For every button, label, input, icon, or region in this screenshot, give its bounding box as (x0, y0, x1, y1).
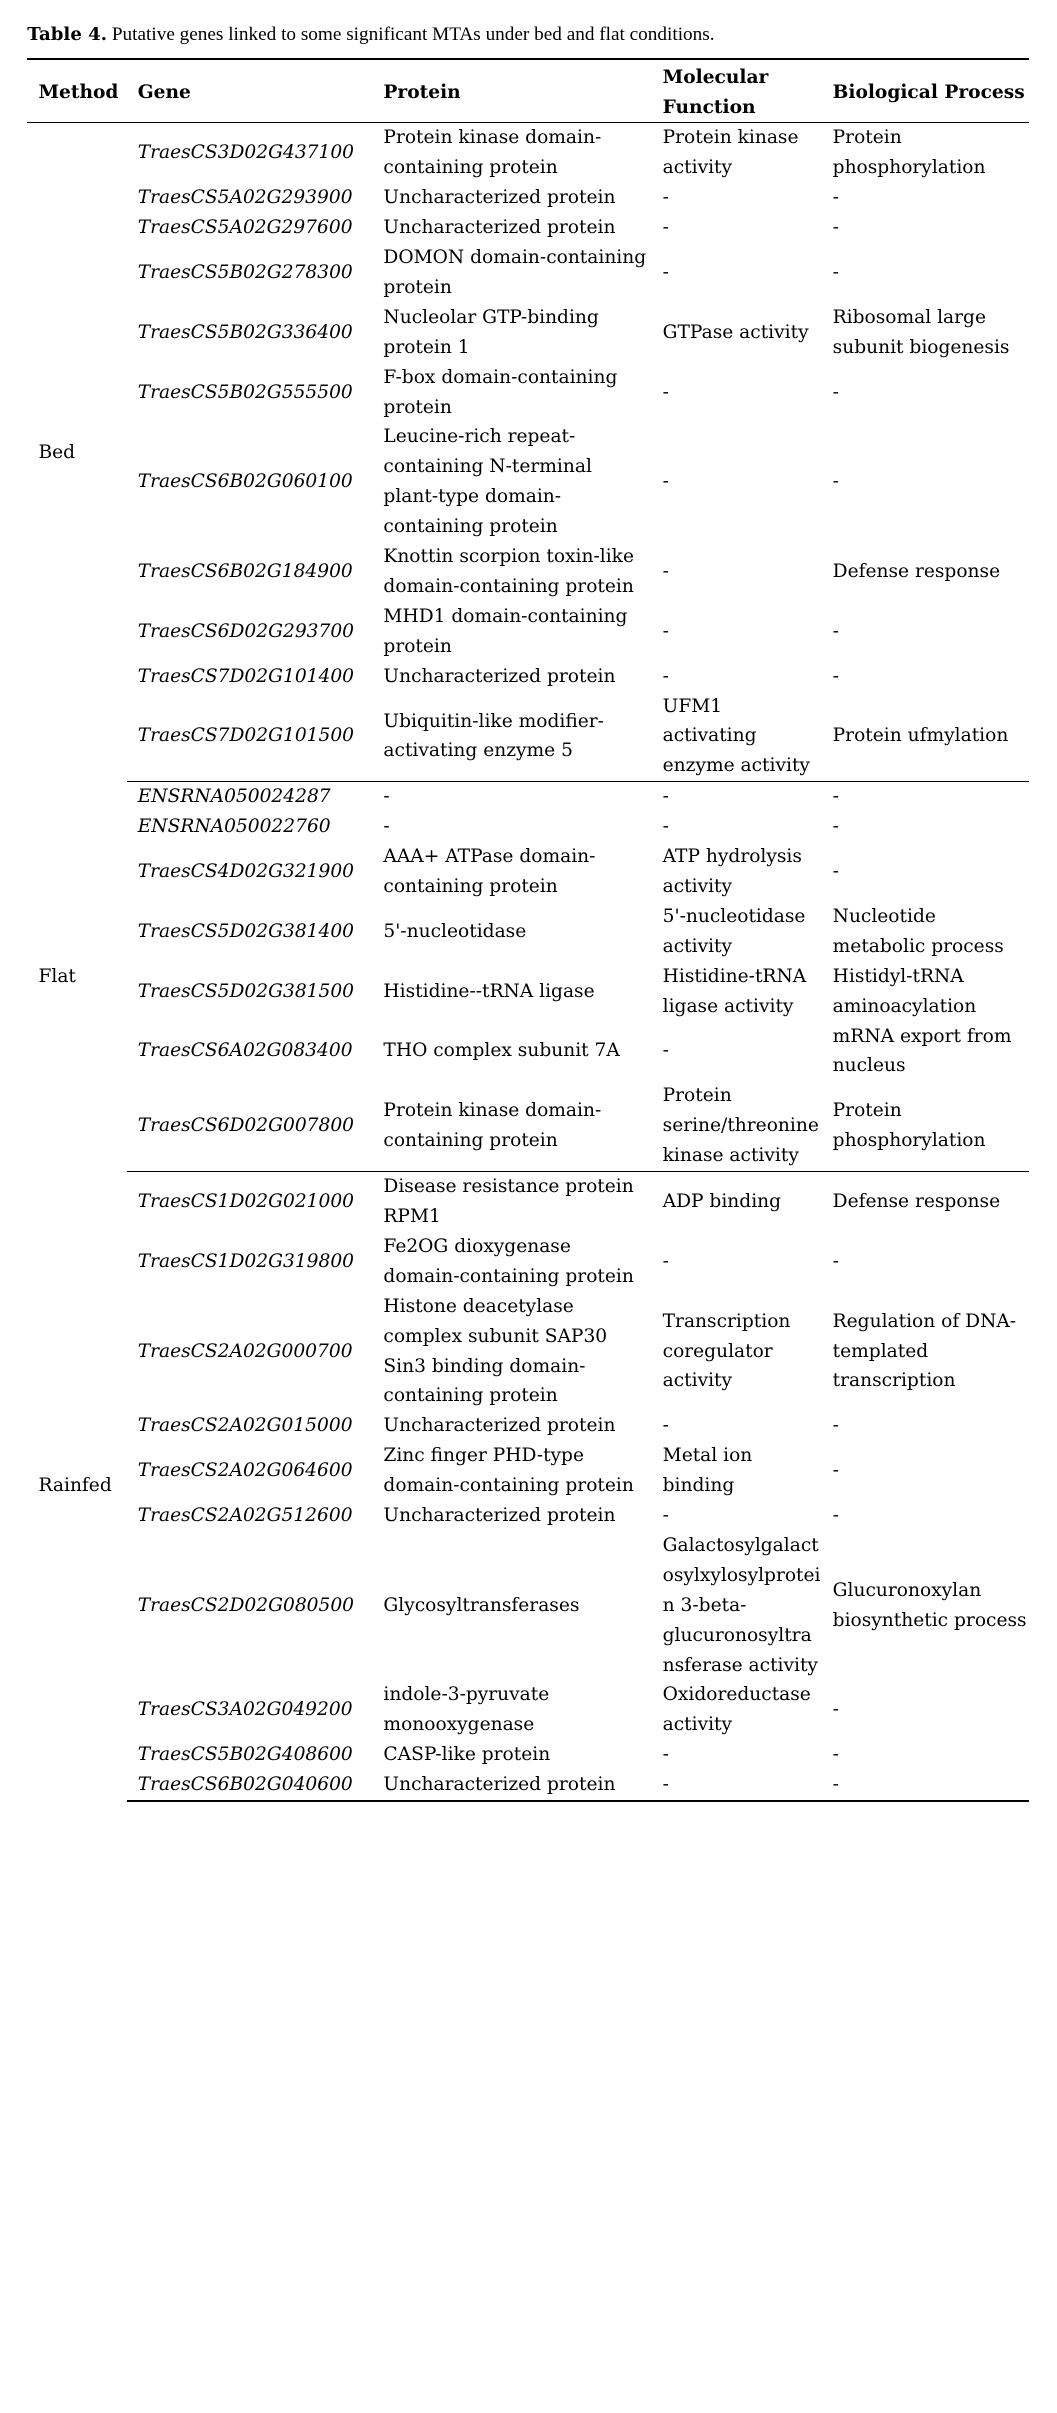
gene-cell: TraesCS1D02G021000 (137, 1191, 355, 1213)
gene-cell: TraesCS2A02G512600 (137, 1505, 353, 1527)
protein-cell: Glycosyltransferases (383, 1594, 580, 1616)
method-cell: Bed (38, 441, 76, 463)
protein-cell: Histidine--tRNA ligase (383, 980, 595, 1002)
table-row (27, 1680, 1028, 1740)
gene-cell: TraesCS5B02G408600 (137, 1744, 353, 1766)
molecular-function-cell: - (662, 471, 669, 493)
molecular-function-cell: ATP hydrolysis activity (662, 846, 802, 897)
table-row (27, 1081, 1028, 1171)
molecular-function-cell: Histidine-tRNA ligase activity (662, 965, 807, 1017)
gene-cell: TraesCS5B02G336400 (137, 321, 353, 343)
biological-process-cell: - (832, 1415, 839, 1437)
table-row (27, 303, 1028, 363)
gene-cell: TraesCS4D02G321900 (137, 861, 355, 883)
gene-cell: TraesCS6B02G040600 (127, 1770, 373, 1801)
gene-cell: TraesCS1D02G319800 (137, 1250, 355, 1272)
gene-cell: TraesCS2A02G015000 (137, 1415, 353, 1437)
molecular-function-cell: - (662, 560, 669, 582)
table-row (27, 1411, 1028, 1441)
gene-cell: TraesCS3D02G437100 (137, 142, 355, 164)
molecular-function-cell: Metal ion binding (662, 1445, 753, 1497)
biological-process-cell: - (832, 1505, 839, 1527)
protein-cell: - (383, 786, 390, 808)
molecular-function-cell: GTPase activity (662, 321, 809, 343)
table-row (27, 1770, 1028, 1801)
header-protein: Protein (383, 81, 461, 103)
caption-text: Putative genes linked to some significant MTAs under bed and flat conditions. (107, 23, 715, 45)
biological-process-cell: Defense response (832, 560, 1001, 582)
table-caption (27, 20, 714, 50)
protein-cell: 5'-nucleotidase (383, 920, 527, 942)
table-header (27, 59, 1028, 123)
gene-cell: TraesCS5A02G293900 (137, 187, 353, 209)
protein-cell: indole-3-pyruvate monooxygenase (383, 1684, 550, 1736)
molecular-function-cell: - (662, 1040, 669, 1062)
header-method: Method (38, 81, 119, 103)
molecular-function-cell: Transcription coregulator activity (662, 1310, 791, 1392)
biological-process-cell: Protein ufmylation (822, 692, 1029, 782)
biological-process-cell: - (832, 471, 839, 493)
molecular-function-cell: - (662, 1250, 669, 1272)
biological-process-cell: - (832, 665, 839, 687)
biological-process-cell: Regulation of DNA-templated transcription (832, 1310, 1017, 1392)
biological-process-cell: Glucuronoxylan biosynthetic process (832, 1579, 1027, 1631)
table-row (27, 363, 1028, 423)
biological-process-cell: - (832, 1699, 839, 1721)
gene-cell: TraesCS6D02G007800 (127, 1081, 373, 1171)
protein-cell: Uncharacterized protein (383, 217, 616, 239)
molecular-function-cell: - (651, 1770, 821, 1801)
protein-cell: MHD1 domain-containing protein (383, 605, 628, 657)
protein-cell: Uncharacterized protein (383, 665, 616, 687)
protein-cell: Uncharacterized protein (383, 187, 616, 209)
molecular-function-cell: - (662, 1744, 669, 1766)
table-row (27, 542, 1028, 602)
protein-cell: Nucleolar GTP-binding protein 1 (383, 306, 599, 358)
table-row (27, 213, 1028, 243)
biological-process-cell: - (832, 816, 839, 838)
protein-cell: AAA+ ATPase domain-containing protein (383, 846, 596, 897)
biological-process-cell: Defense response (832, 1191, 1001, 1213)
biological-process-cell: - (832, 786, 839, 808)
biological-process-cell: - (832, 1460, 839, 1482)
table-row (27, 422, 1028, 542)
gene-cell: TraesCS5B02G278300 (137, 261, 353, 283)
protein-cell: DOMON domain-containing protein (383, 246, 647, 298)
gene-cell: TraesCS5B02G555500 (137, 381, 353, 403)
biological-process-cell: Protein phosphorylation (822, 1081, 1029, 1171)
biological-process-cell: - (832, 381, 839, 403)
molecular-function-cell: ADP binding (662, 1191, 782, 1213)
protein-cell: CASP-like protein (383, 1744, 551, 1766)
gene-cell: TraesCS6D02G293700 (137, 620, 355, 642)
table-row (27, 962, 1028, 1022)
gene-cell: TraesCS2D02G080500 (137, 1594, 355, 1616)
biological-process-cell: - (832, 217, 839, 239)
protein-cell: Histone deacetylase complex subunit SAP30 Sin3 binding domain-containing protein (383, 1295, 608, 1407)
biological-process-cell: - (832, 861, 839, 883)
table-body (27, 123, 1028, 1801)
biological-process-cell: - (822, 1770, 1029, 1801)
protein-cell: Protein kinase domain-containing protein (372, 1081, 651, 1171)
protein-cell: Zinc finger PHD-type domain-containing protein (383, 1445, 634, 1497)
protein-cell: Leucine-rich repeat-containing N-terminal plant-type domain-containing protein (383, 426, 592, 538)
protein-cell: Ubiquitin-like modifier-activating enzyme 5 (372, 692, 651, 782)
table-row (27, 662, 1028, 692)
biological-process-cell: Nucleotide metabolic process (832, 905, 1004, 957)
molecular-function-cell: - (662, 1415, 669, 1437)
table-row (27, 1292, 1028, 1412)
protein-cell: Uncharacterized protein (383, 1505, 616, 1527)
header-gene: Gene (137, 81, 191, 103)
gene-cell: ENSRNA050024287 (137, 786, 331, 808)
biological-process-cell: Histidyl-tRNA aminoacylation (832, 965, 977, 1017)
protein-cell: Uncharacterized protein (383, 1415, 616, 1437)
gene-cell: TraesCS6B02G060100 (137, 471, 353, 493)
molecular-function-cell: - (662, 786, 669, 808)
molecular-function-cell: UFM1 activating enzyme activity (651, 692, 821, 782)
table-row (27, 602, 1028, 662)
protein-cell: Disease resistance protein RPM1 (383, 1176, 634, 1227)
molecular-function-cell: - (662, 187, 669, 209)
molecular-function-cell: Protein kinase activity (662, 127, 799, 179)
table-row (27, 1441, 1028, 1501)
table-row (27, 782, 1028, 812)
method-cell: Rainfed (38, 1475, 112, 1497)
molecular-function-cell: - (662, 816, 669, 838)
table-row (27, 842, 1028, 902)
gene-cell: TraesCS7D02G101400 (137, 665, 355, 687)
biological-process-cell: - (832, 1250, 839, 1272)
protein-cell: Knottin scorpion toxin-like domain-containing protein (383, 546, 634, 597)
table-row (27, 243, 1028, 303)
table-row (27, 692, 1028, 782)
molecular-function-cell: - (662, 665, 669, 687)
molecular-function-cell: - (662, 217, 669, 239)
biological-process-cell: mRNA export from nucleus (832, 1025, 1012, 1077)
gene-cell: TraesCS2A02G064600 (137, 1460, 353, 1482)
gene-cell: TraesCS2A02G000700 (137, 1340, 353, 1362)
protein-cell: Protein kinase domain-containing protein (383, 127, 602, 179)
molecular-function-cell: Galactosylgalactosylxylosylprotein 3-beta-glucuronosyltransferase activity (662, 1534, 821, 1676)
table-row (27, 902, 1028, 962)
gene-cell: TraesCS6B02G184900 (137, 560, 353, 582)
gene-cell: TraesCS6A02G083400 (137, 1040, 353, 1062)
molecular-function-cell: - (662, 261, 669, 283)
gene-cell: TraesCS3A02G049200 (137, 1699, 353, 1721)
table-row (27, 812, 1028, 842)
table-row (27, 1232, 1028, 1292)
biological-process-cell: - (832, 1744, 839, 1766)
table-row (27, 1172, 1028, 1232)
table-row (27, 1501, 1028, 1531)
biological-process-cell: - (832, 187, 839, 209)
gene-cell: TraesCS7D02G101500 (127, 692, 373, 782)
protein-cell: Uncharacterized protein (372, 1770, 651, 1801)
protein-cell: THO complex subunit 7A (383, 1040, 620, 1062)
table-row (27, 183, 1028, 213)
gene-cell: TraesCS5D02G381500 (137, 980, 355, 1002)
biological-process-cell: - (832, 620, 839, 642)
table-row (27, 123, 1028, 183)
biological-process-cell: Protein phosphorylation (832, 127, 986, 179)
table-row (27, 1022, 1028, 1082)
genes-table (27, 58, 1028, 1802)
gene-cell: TraesCS5D02G381400 (137, 920, 355, 942)
biological-process-cell: - (832, 261, 839, 283)
method-cell: Flat (38, 965, 76, 987)
header-row (27, 59, 1028, 123)
molecular-function-cell: - (662, 381, 669, 403)
gene-cell: TraesCS5A02G297600 (137, 217, 353, 239)
biological-process-cell: Ribosomal large subunit biogenesis (832, 306, 1010, 358)
header-molecular-function: Molecular Function (662, 66, 769, 118)
protein-cell: F-box domain-containing protein (383, 366, 618, 418)
molecular-function-cell: 5'-nucleotidase activity (662, 905, 806, 957)
caption-label: Table 4. (27, 23, 108, 45)
molecular-function-cell: - (662, 620, 669, 642)
header-biological-process: Biological Process (832, 81, 1025, 103)
molecular-function-cell: Oxidoreductase activity (662, 1684, 811, 1736)
table-row (27, 1740, 1028, 1770)
protein-cell: - (383, 816, 390, 838)
protein-cell: Fe2OG dioxygenase domain-containing protein (383, 1235, 634, 1287)
table-row (27, 1531, 1028, 1681)
molecular-function-cell: - (662, 1505, 669, 1527)
gene-cell: ENSRNA050022760 (137, 816, 331, 838)
molecular-function-cell: Protein serine/threonine kinase activity (651, 1081, 821, 1171)
